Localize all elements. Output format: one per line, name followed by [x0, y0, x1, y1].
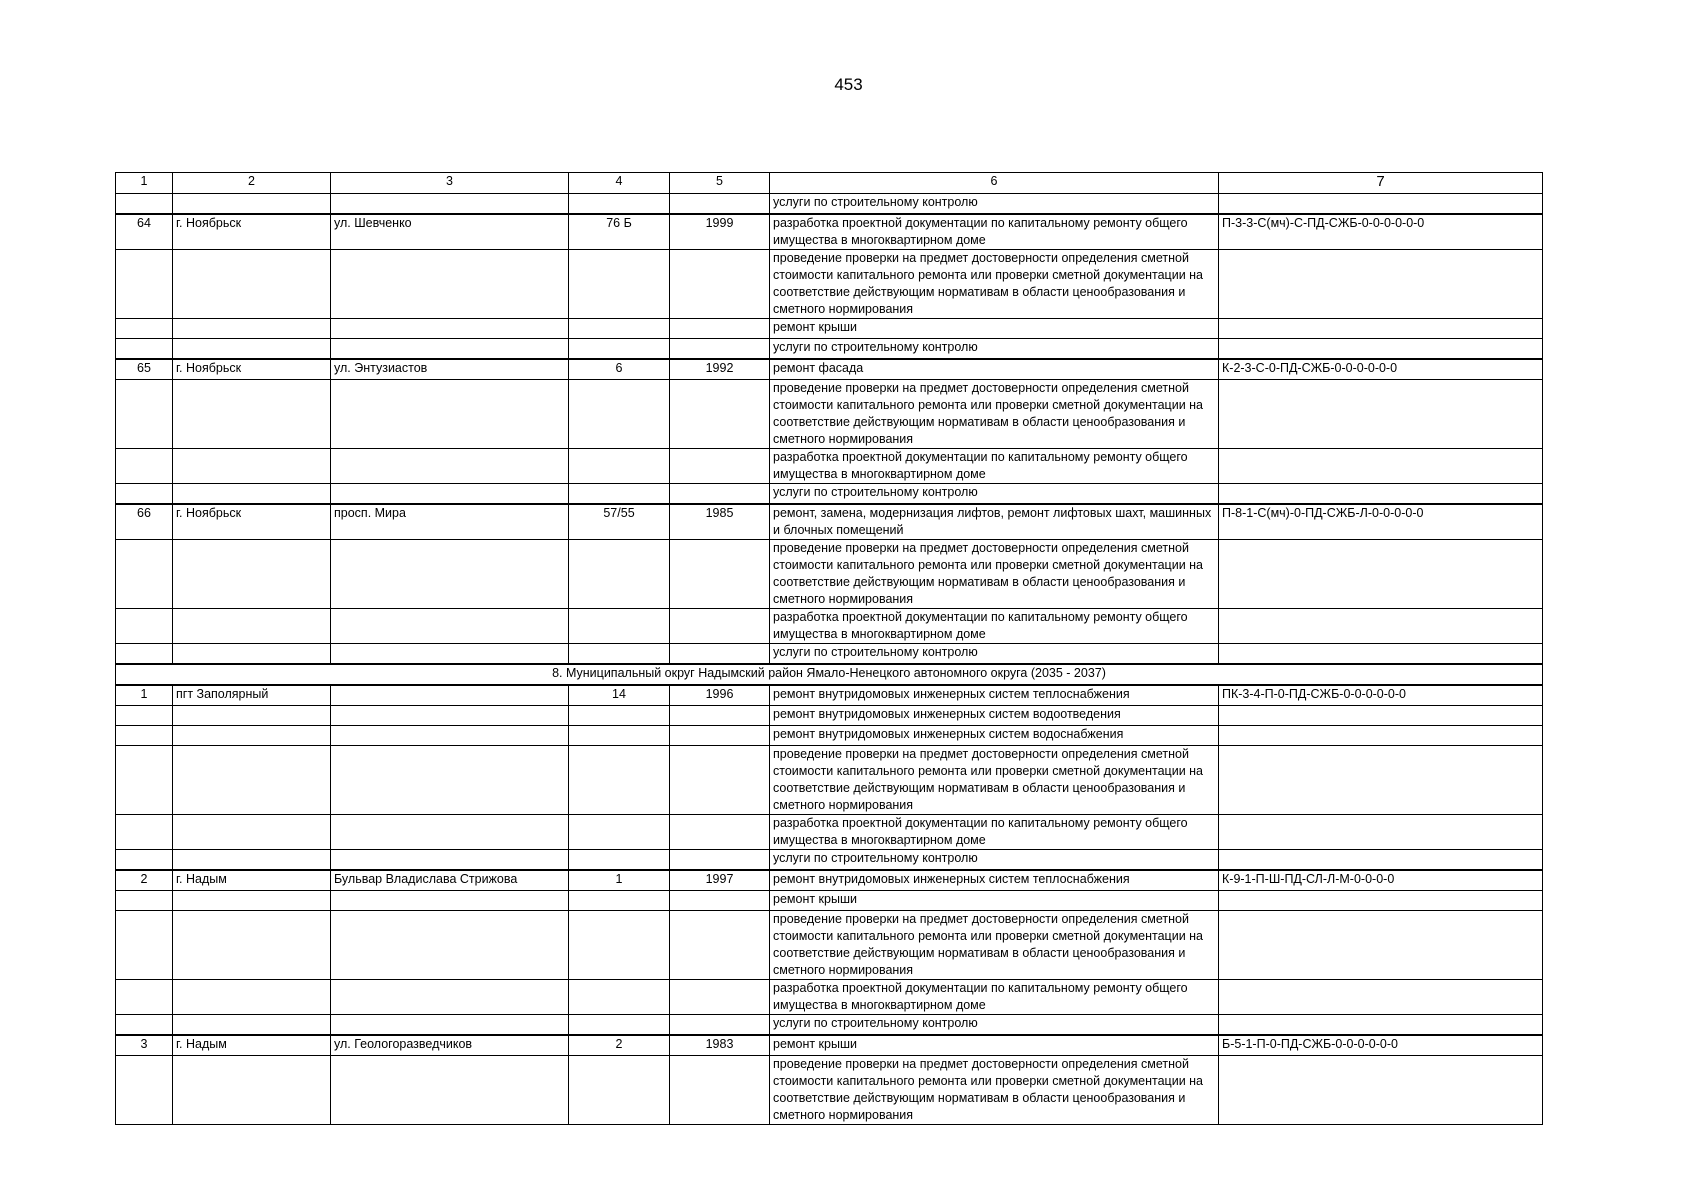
- house-number-cell: [569, 194, 670, 215]
- street-cell: [331, 644, 569, 665]
- row-number-cell: 3: [116, 1035, 173, 1056]
- build-year-cell: 1996: [670, 685, 770, 706]
- building-code-cell: [1219, 726, 1543, 746]
- table-row: [116, 685, 1543, 706]
- building-code-cell: [1219, 319, 1543, 339]
- settlement-cell: [173, 644, 331, 665]
- build-year-cell: 1985: [670, 504, 770, 540]
- row-number-cell: [116, 980, 173, 1015]
- table-row: [116, 644, 1543, 665]
- build-year-cell: [670, 891, 770, 911]
- row-number-cell: [116, 449, 173, 484]
- table-row: [116, 850, 1543, 871]
- work-type-cell: ремонт внутридомовых инженерных систем теплоснабжения: [770, 685, 1219, 706]
- building-code-cell: П-8-1-С(мч)-0-ПД-СЖБ-Л-0-0-0-0-0: [1219, 504, 1543, 540]
- building-code-cell: К-2-3-С-0-ПД-СЖБ-0-0-0-0-0-0: [1219, 359, 1543, 380]
- build-year-cell: [670, 850, 770, 871]
- house-number-cell: [569, 815, 670, 850]
- table-row: [116, 250, 1543, 319]
- row-number-cell: 66: [116, 504, 173, 540]
- build-year-cell: [670, 1056, 770, 1125]
- house-number-cell: [569, 726, 670, 746]
- settlement-cell: г. Надым: [173, 1035, 331, 1056]
- table-row: [116, 540, 1543, 609]
- table-row: [116, 609, 1543, 644]
- table-row: [116, 319, 1543, 339]
- table-row: [116, 726, 1543, 746]
- house-number-cell: [569, 891, 670, 911]
- row-number-cell: [116, 609, 173, 644]
- building-code-cell: [1219, 891, 1543, 911]
- house-number-cell: 1: [569, 870, 670, 891]
- section-header-row: [116, 664, 1543, 685]
- street-cell: [331, 449, 569, 484]
- street-cell: [331, 609, 569, 644]
- table-row: [116, 980, 1543, 1015]
- build-year-cell: [670, 194, 770, 215]
- table-row: [116, 214, 1543, 250]
- build-year-cell: [670, 1015, 770, 1036]
- table-row: [116, 746, 1543, 815]
- build-year-cell: [670, 726, 770, 746]
- build-year-cell: [670, 540, 770, 609]
- building-code-cell: [1219, 980, 1543, 1015]
- table-row: [116, 484, 1543, 505]
- building-code-cell: [1219, 911, 1543, 980]
- street-cell: [331, 850, 569, 871]
- work-type-cell: разработка проектной документации по капитальному ремонту общего имущества в многоквартирном доме: [770, 980, 1219, 1015]
- section-title: 8. Муниципальный округ Надымский район Ямало-Ненецкого автономного округа (2035 - 2037): [116, 664, 1543, 685]
- row-number-cell: [116, 891, 173, 911]
- column-header: 1: [116, 173, 173, 194]
- building-code-cell: [1219, 194, 1543, 215]
- settlement-cell: [173, 1056, 331, 1125]
- building-code-cell: [1219, 609, 1543, 644]
- build-year-cell: [670, 449, 770, 484]
- house-number-cell: [569, 380, 670, 449]
- settlement-cell: [173, 706, 331, 726]
- table-row: [116, 911, 1543, 980]
- work-type-cell: разработка проектной документации по капитальному ремонту общего имущества в многоквартирном доме: [770, 609, 1219, 644]
- build-year-cell: [670, 911, 770, 980]
- street-cell: [331, 726, 569, 746]
- settlement-cell: [173, 380, 331, 449]
- row-number-cell: [116, 815, 173, 850]
- building-code-cell: [1219, 1056, 1543, 1125]
- building-code-cell: [1219, 644, 1543, 665]
- building-code-cell: [1219, 250, 1543, 319]
- building-code-cell: [1219, 380, 1543, 449]
- house-number-cell: [569, 911, 670, 980]
- row-number-cell: 65: [116, 359, 173, 380]
- build-year-cell: 1997: [670, 870, 770, 891]
- work-type-cell: проведение проверки на предмет достоверности определения сметной стоимости капитального ремонта или проверки сметной документации на соответствие действующим нормативам в области ценообразования и сметного нормирования: [770, 250, 1219, 319]
- building-code-cell: ПК-3-4-П-0-ПД-СЖБ-0-0-0-0-0-0: [1219, 685, 1543, 706]
- building-code-cell: [1219, 540, 1543, 609]
- row-number-cell: [116, 746, 173, 815]
- street-cell: [331, 911, 569, 980]
- house-number-cell: [569, 540, 670, 609]
- house-number-cell: [569, 319, 670, 339]
- row-number-cell: [116, 644, 173, 665]
- street-cell: [331, 540, 569, 609]
- settlement-cell: пгт Заполярный: [173, 685, 331, 706]
- house-number-cell: 2: [569, 1035, 670, 1056]
- work-type-cell: ремонт крыши: [770, 891, 1219, 911]
- house-number-cell: 14: [569, 685, 670, 706]
- house-number-cell: [569, 850, 670, 871]
- repair-program-table: [115, 172, 1543, 1125]
- building-code-cell: [1219, 449, 1543, 484]
- row-number-cell: [116, 380, 173, 449]
- settlement-cell: [173, 815, 331, 850]
- build-year-cell: [670, 815, 770, 850]
- house-number-cell: [569, 609, 670, 644]
- column-header: 6: [770, 173, 1219, 194]
- settlement-cell: г. Ноябрьск: [173, 359, 331, 380]
- street-cell: ул. Энтузиастов: [331, 359, 569, 380]
- street-cell: [331, 250, 569, 319]
- house-number-cell: [569, 706, 670, 726]
- settlement-cell: [173, 339, 331, 360]
- build-year-cell: [670, 380, 770, 449]
- street-cell: [331, 685, 569, 706]
- house-number-cell: [569, 644, 670, 665]
- settlement-cell: [173, 540, 331, 609]
- table-row: [116, 339, 1543, 360]
- street-cell: [331, 319, 569, 339]
- column-header: 3: [331, 173, 569, 194]
- build-year-cell: [670, 980, 770, 1015]
- street-cell: ул. Геологоразведчиков: [331, 1035, 569, 1056]
- column-number-header-row: [116, 173, 1543, 194]
- build-year-cell: [670, 706, 770, 726]
- building-code-cell: [1219, 706, 1543, 726]
- house-number-cell: [569, 484, 670, 505]
- work-type-cell: услуги по строительному контролю: [770, 484, 1219, 505]
- build-year-cell: [670, 339, 770, 360]
- street-cell: [331, 815, 569, 850]
- building-code-cell: [1219, 815, 1543, 850]
- settlement-cell: г. Ноябрьск: [173, 214, 331, 250]
- street-cell: [331, 194, 569, 215]
- row-number-cell: 1: [116, 685, 173, 706]
- work-type-cell: услуги по строительному контролю: [770, 339, 1219, 360]
- table-row: [116, 870, 1543, 891]
- street-cell: [331, 484, 569, 505]
- table-row: [116, 359, 1543, 380]
- house-number-cell: [569, 980, 670, 1015]
- build-year-cell: [670, 609, 770, 644]
- street-cell: [331, 706, 569, 726]
- row-number-cell: [116, 194, 173, 215]
- build-year-cell: [670, 746, 770, 815]
- work-type-cell: услуги по строительному контролю: [770, 850, 1219, 871]
- row-number-cell: 64: [116, 214, 173, 250]
- settlement-cell: [173, 911, 331, 980]
- street-cell: [331, 980, 569, 1015]
- building-code-cell: [1219, 746, 1543, 815]
- row-number-cell: [116, 706, 173, 726]
- work-type-cell: ремонт внутридомовых инженерных систем водоотведения: [770, 706, 1219, 726]
- building-code-cell: К-9-1-П-Ш-ПД-СЛ-Л-М-0-0-0-0: [1219, 870, 1543, 891]
- table-row: [116, 1015, 1543, 1036]
- house-number-cell: 6: [569, 359, 670, 380]
- work-type-cell: услуги по строительному контролю: [770, 194, 1219, 215]
- settlement-cell: [173, 980, 331, 1015]
- settlement-cell: [173, 449, 331, 484]
- work-type-cell: разработка проектной документации по капитальному ремонту общего имущества в многоквартирном доме: [770, 449, 1219, 484]
- settlement-cell: [173, 609, 331, 644]
- house-number-cell: [569, 1056, 670, 1125]
- build-year-cell: [670, 250, 770, 319]
- settlement-cell: г. Надым: [173, 870, 331, 891]
- row-number-cell: [116, 339, 173, 360]
- house-number-cell: [569, 1015, 670, 1036]
- column-header: 2: [173, 173, 331, 194]
- building-code-cell: [1219, 850, 1543, 871]
- street-cell: [331, 1056, 569, 1125]
- house-number-cell: 76 Б: [569, 214, 670, 250]
- column-header: 5: [670, 173, 770, 194]
- row-number-cell: [116, 1015, 173, 1036]
- work-type-cell: ремонт крыши: [770, 319, 1219, 339]
- build-year-cell: 1983: [670, 1035, 770, 1056]
- column-header: 7: [1219, 173, 1543, 194]
- table-row: [116, 194, 1543, 215]
- building-code-cell: [1219, 1015, 1543, 1036]
- settlement-cell: [173, 1015, 331, 1036]
- house-number-cell: 57/55: [569, 504, 670, 540]
- building-code-cell: [1219, 484, 1543, 505]
- row-number-cell: [116, 484, 173, 505]
- street-cell: [331, 891, 569, 911]
- street-cell: Бульвар Владислава Стрижова: [331, 870, 569, 891]
- work-type-cell: ремонт внутридомовых инженерных систем водоснабжения: [770, 726, 1219, 746]
- row-number-cell: [116, 1056, 173, 1125]
- row-number-cell: 2: [116, 870, 173, 891]
- row-number-cell: [116, 850, 173, 871]
- street-cell: ул. Шевченко: [331, 214, 569, 250]
- row-number-cell: [116, 319, 173, 339]
- table-row: [116, 1035, 1543, 1056]
- settlement-cell: [173, 891, 331, 911]
- work-type-cell: разработка проектной документации по капитальному ремонту общего имущества в многоквартирном доме: [770, 214, 1219, 250]
- work-type-cell: ремонт крыши: [770, 1035, 1219, 1056]
- house-number-cell: [569, 339, 670, 360]
- street-cell: просп. Мира: [331, 504, 569, 540]
- work-type-cell: разработка проектной документации по капитальному ремонту общего имущества в многоквартирном доме: [770, 815, 1219, 850]
- work-type-cell: проведение проверки на предмет достоверности определения сметной стоимости капитального ремонта или проверки сметной документации на соответствие действующим нормативам в области ценообразования и сметного нормирования: [770, 746, 1219, 815]
- settlement-cell: г. Ноябрьск: [173, 504, 331, 540]
- work-type-cell: услуги по строительному контролю: [770, 644, 1219, 665]
- settlement-cell: [173, 746, 331, 815]
- work-type-cell: проведение проверки на предмет достоверности определения сметной стоимости капитального ремонта или проверки сметной документации на соответствие действующим нормативам в области ценообразования и сметного нормирования: [770, 911, 1219, 980]
- work-type-cell: услуги по строительному контролю: [770, 1015, 1219, 1036]
- table-row: [116, 504, 1543, 540]
- build-year-cell: 1992: [670, 359, 770, 380]
- house-number-cell: [569, 250, 670, 319]
- work-type-cell: ремонт фасада: [770, 359, 1219, 380]
- work-type-cell: проведение проверки на предмет достоверности определения сметной стоимости капитального ремонта или проверки сметной документации на соответствие действующим нормативам в области ценообразования и сметного нормирования: [770, 540, 1219, 609]
- table-row: [116, 815, 1543, 850]
- page-number: 453: [834, 75, 863, 94]
- build-year-cell: [670, 319, 770, 339]
- street-cell: [331, 339, 569, 360]
- work-type-cell: проведение проверки на предмет достоверности определения сметной стоимости капитального ремонта или проверки сметной документации на соответствие действующим нормативам в области ценообразования и сметного нормирования: [770, 1056, 1219, 1125]
- table-row: [116, 891, 1543, 911]
- work-type-cell: ремонт внутридомовых инженерных систем теплоснабжения: [770, 870, 1219, 891]
- building-code-cell: [1219, 339, 1543, 360]
- row-number-cell: [116, 726, 173, 746]
- row-number-cell: [116, 911, 173, 980]
- build-year-cell: [670, 484, 770, 505]
- table-row: [116, 706, 1543, 726]
- settlement-cell: [173, 250, 331, 319]
- settlement-cell: [173, 319, 331, 339]
- settlement-cell: [173, 726, 331, 746]
- row-number-cell: [116, 540, 173, 609]
- row-number-cell: [116, 250, 173, 319]
- house-number-cell: [569, 449, 670, 484]
- street-cell: [331, 746, 569, 815]
- street-cell: [331, 380, 569, 449]
- build-year-cell: [670, 644, 770, 665]
- work-type-cell: ремонт, замена, модернизация лифтов, ремонт лифтовых шахт, машинных и блочных помещений: [770, 504, 1219, 540]
- building-code-cell: П-3-3-С(мч)-С-ПД-СЖБ-0-0-0-0-0-0: [1219, 214, 1543, 250]
- settlement-cell: [173, 850, 331, 871]
- work-type-cell: проведение проверки на предмет достоверности определения сметной стоимости капитального ремонта или проверки сметной документации на соответствие действующим нормативам в области ценообразования и сметного нормирования: [770, 380, 1219, 449]
- column-header: 4: [569, 173, 670, 194]
- street-cell: [331, 1015, 569, 1036]
- house-number-cell: [569, 746, 670, 815]
- settlement-cell: [173, 194, 331, 215]
- table-row: [116, 449, 1543, 484]
- table-row: [116, 1056, 1543, 1125]
- building-code-cell: Б-5-1-П-0-ПД-СЖБ-0-0-0-0-0-0: [1219, 1035, 1543, 1056]
- build-year-cell: 1999: [670, 214, 770, 250]
- table-row: [116, 380, 1543, 449]
- settlement-cell: [173, 484, 331, 505]
